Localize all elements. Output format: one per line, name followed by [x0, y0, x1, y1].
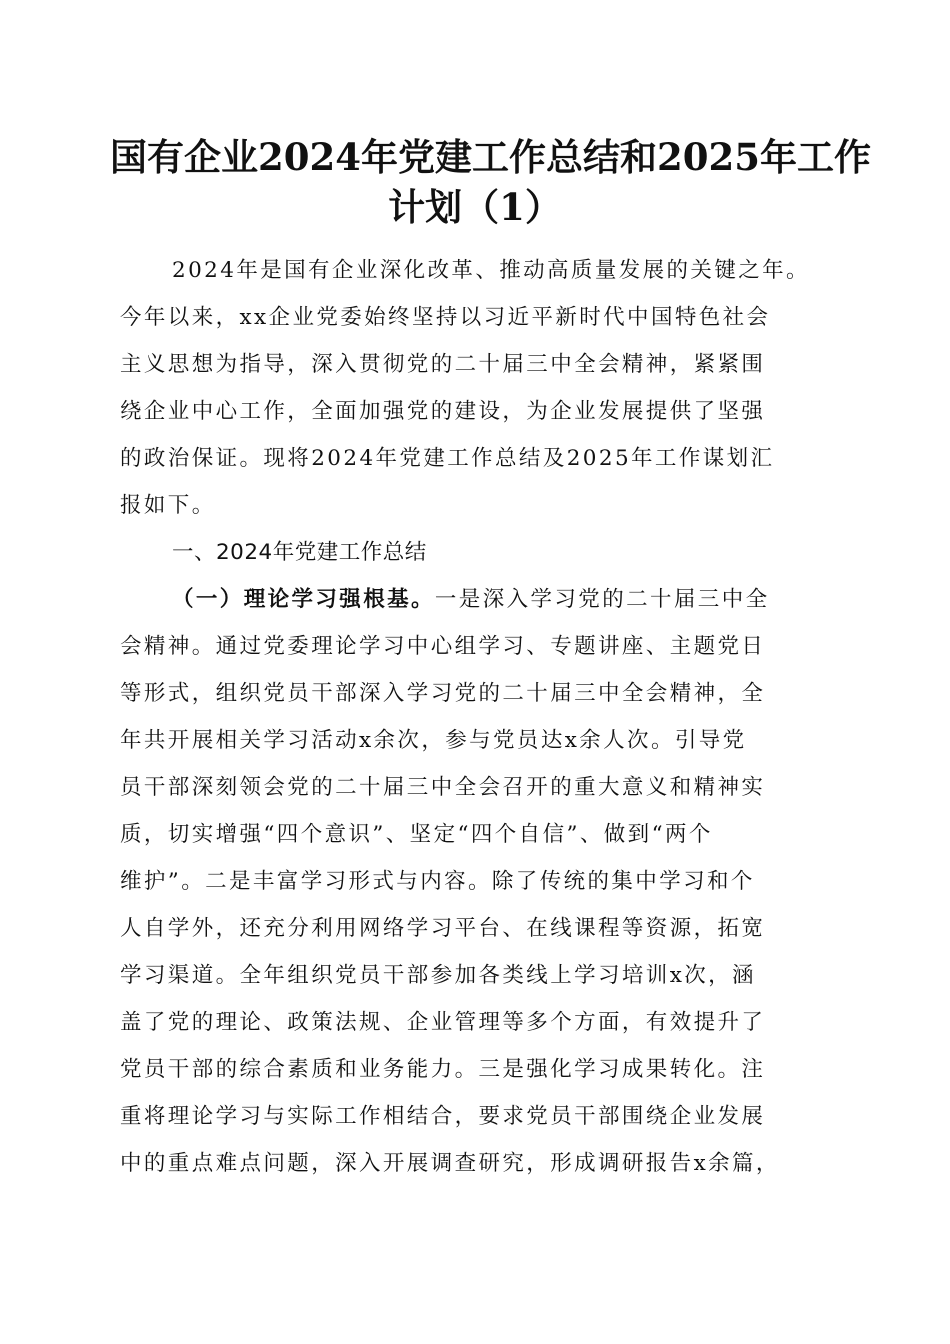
subsection-first-line — [120, 581, 832, 628]
document-title — [110, 132, 871, 232]
subsection-heading: （一）理论学习强根基。 — [172, 587, 435, 612]
subsection-line: 学习渠道。全年组织党员干部参加各类线上学习培训x次，涵 — [120, 963, 756, 988]
subsection-line: 质，切实增强“四个意识”、坚定“四个自信”、做到“两个 — [120, 822, 713, 847]
subsection-line: 会精神。通过党委理论学习中心组学习、专题讲座、主题党日 — [120, 634, 766, 659]
subsection-line: 党员干部的综合素质和业务能力。三是强化学习成果转化。注 — [120, 1057, 766, 1082]
subsection-first-line-text: 一是深入学习党的二十届三中全 — [434, 587, 770, 612]
intro-line: 绕企业中心工作，全面加强党的建设，为企业发展提供了坚强 — [120, 399, 766, 424]
subsection-line: 等形式，组织党员干部深入学习党的二十届三中全会精神，全 — [120, 681, 766, 706]
title-line-1: 国有企业2024年党建工作总结和2025年工作 — [110, 135, 871, 179]
intro-line: 主义思想为指导，深入贯彻党的二十届三中全会精神，紧紧围 — [120, 352, 766, 377]
subsection-line: 人自学外，还充分利用网络学习平台、在线课程等资源，拓宽 — [120, 916, 766, 941]
section-heading: 一、2024年党建工作总结 — [172, 540, 427, 565]
subsection-line: 员干部深刻领会党的二十届三中全会召开的重大意义和精神实 — [120, 775, 766, 800]
subsection-line: 盖了党的理论、政策法规、企业管理等多个方面，有效提升了 — [120, 1010, 766, 1035]
subsection-line: 重将理论学习与实际工作相结合，要求党员干部围绕企业发展 — [120, 1104, 766, 1129]
intro-line: 报如下。 — [120, 493, 216, 518]
title-line-2: 计划（1） — [388, 185, 562, 229]
subsection-line: 年共开展相关学习活动x余次，参与党员达x余人次。引导党 — [120, 728, 747, 753]
subsection-line: 中的重点难点问题，深入开展调查研究，形成调研报告x余篇， — [120, 1151, 780, 1176]
document-body — [120, 252, 832, 1192]
intro-line: 的政治保证。现将2024年党建工作总结及2025年工作谋划汇 — [120, 446, 775, 471]
intro-line: 今年以来，xx企业党委始终坚持以习近平新时代中国特色社会 — [120, 305, 771, 330]
intro-line: 2024年是国有企业深化改革、推动高质量发展的关键之年。 — [172, 258, 810, 283]
subsection-line: 维护”。二是丰富学习形式与内容。除了传统的集中学习和个 — [120, 869, 755, 894]
